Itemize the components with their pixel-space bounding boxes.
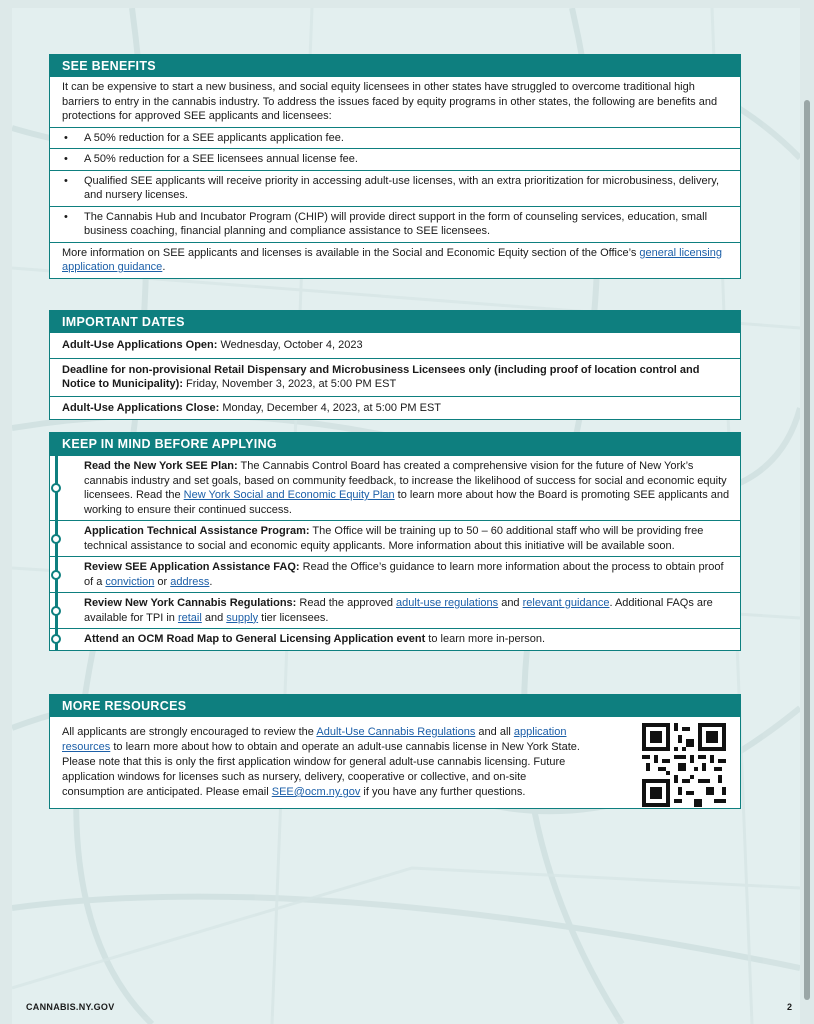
resources-text-3: to learn more about how to obtain and operate an adult-use cannabis license in New York State. Please note that this is only the first application window for general adult-use cannabis licensing. Future application windows for licenses such as nursery, delivery, cooperative or collective, and on-site consumption are anticipated. Please email bbox=[62, 741, 580, 798]
timeline-dot-icon bbox=[51, 570, 61, 580]
road-map-event-item bbox=[50, 628, 740, 650]
supply-link[interactable]: supply bbox=[226, 611, 259, 624]
benefit-item: • The Cannabis Hub and Incubator Program (CHIP) will provide direct support in the form of counseling services, education, small business coaching, financial planning and compliance assistance to SEE licensees. bbox=[50, 206, 740, 242]
road-map-event-title: Attend an OCM Road Map to General Licensing Application event bbox=[84, 633, 426, 645]
faq-text: Read the Office’s guidance to learn more information about the process to obtain proof of a bbox=[84, 561, 724, 588]
date-value: Friday, November 3, 2023, at 5:00 PM EST bbox=[183, 378, 397, 390]
faq-item bbox=[50, 556, 740, 592]
see-plan-title: Read the New York SEE Plan: bbox=[84, 460, 238, 472]
date-label: Adult-Use Applications Close: bbox=[62, 401, 220, 414]
regulations-title: Review New York Cannabis Regulations: bbox=[84, 597, 297, 609]
benefit-item: • A 50% reduction for a SEE licensees annual license fee. bbox=[50, 148, 740, 170]
date-row bbox=[50, 396, 740, 420]
qr-code-icon[interactable] bbox=[642, 723, 726, 807]
more-info-end: . bbox=[162, 261, 166, 273]
date-label: Adult-Use Applications Open: bbox=[62, 339, 218, 351]
timeline-dot-icon bbox=[51, 483, 61, 493]
retail-link[interactable]: retail bbox=[177, 611, 202, 624]
technical-assistance-text: The Office will be training up to 50 – 60 additional staff who will be providing free technical assistance to social and economic equity applicants. More information about this initiative will be available soon. bbox=[84, 525, 704, 552]
see-benefits-header: SEE BENEFITS bbox=[50, 55, 740, 77]
benefit-item: • Qualified SEE applicants will receive priority in accessing adult-use licenses, with an extra prioritization for microbusiness, delivery, and nursery licenses. bbox=[50, 170, 740, 206]
date-row bbox=[50, 358, 740, 396]
timeline-dot-icon bbox=[51, 534, 61, 544]
technical-assistance-title: Application Technical Assistance Program: bbox=[84, 525, 310, 537]
see-plan-item bbox=[50, 455, 740, 520]
footer-website: CANNABIS.NY.GOV bbox=[26, 1002, 115, 1012]
keep-in-mind-header: KEEP IN MIND BEFORE APPLYING bbox=[50, 433, 740, 455]
resources-text-2: and all bbox=[475, 726, 514, 738]
see-plan-text: The Cannabis Control Board has created a comprehensive vision for the future of New York’s cannabis industry and set goals, based on community feedback, to increase the likelihood of success for social and economic equity licensees. Read the bbox=[84, 460, 727, 501]
more-resources-header: MORE RESOURCES bbox=[50, 695, 740, 717]
faq-end: . bbox=[209, 575, 213, 588]
resources-text-4: if you have any further questions. bbox=[360, 786, 526, 798]
email-link[interactable]: SEE@ocm.ny.gov bbox=[271, 786, 361, 798]
benefit-item: • A 50% reduction for a SEE applicants application fee. bbox=[50, 127, 740, 149]
road-map-event-text: to learn more in-person. bbox=[425, 633, 546, 645]
scrollbar[interactable] bbox=[804, 100, 810, 1000]
page-number: 2 bbox=[786, 1002, 792, 1012]
adult-use-regulations-link[interactable]: adult-use regulations bbox=[396, 597, 499, 609]
faq-or: or bbox=[154, 575, 171, 588]
date-value: Wednesday, October 4, 2023 bbox=[217, 339, 363, 351]
regulations-and-2: and bbox=[201, 611, 227, 624]
date-value: Monday, December 4, 2023, at 5:00 PM EST bbox=[219, 401, 442, 414]
important-dates-header: IMPORTANT DATES bbox=[50, 311, 740, 333]
more-resources-section bbox=[49, 694, 741, 809]
important-dates-section bbox=[49, 310, 741, 420]
timeline-dot-icon bbox=[51, 606, 61, 616]
see-benefits-intro: It can be expensive to start a new business, and social equity licensees in other states have struggled to overcome traditional high barriers to entry in the cannabis industry. To address the issues faced by equity programs in other states, the following are benefits and protections for approved SEE applicants and licensees: bbox=[62, 81, 718, 122]
regulations-item bbox=[50, 592, 740, 628]
see-plan-link[interactable]: New York Social and Economic Equity Plan bbox=[183, 489, 395, 501]
faq-title: Review SEE Application Assistance FAQ: bbox=[84, 561, 300, 573]
regulations-text-2: . Additional FAQs are available for TPI in bbox=[84, 597, 713, 624]
resources-text: All applicants are strongly encouraged to review the bbox=[62, 726, 317, 738]
address-link[interactable]: address bbox=[170, 575, 210, 588]
adult-use-cannabis-regulations-link[interactable]: Adult-Use Cannabis Regulations bbox=[316, 726, 476, 738]
timeline-dot-icon bbox=[51, 634, 61, 644]
more-info-text: More information on SEE applicants and licenses is available in the Social and Economic Equity section of the Office’s bbox=[62, 246, 637, 259]
see-benefits-section bbox=[49, 54, 741, 279]
more-resources-body bbox=[50, 717, 740, 808]
relevant-guidance-link[interactable]: relevant guidance bbox=[522, 597, 610, 609]
keep-in-mind-list bbox=[50, 455, 740, 650]
date-row bbox=[50, 333, 740, 358]
regulations-end: tier licensees. bbox=[258, 611, 329, 624]
conviction-link[interactable]: conviction bbox=[105, 575, 155, 588]
application-resources-link[interactable]: application resources bbox=[62, 726, 567, 753]
keep-in-mind-section bbox=[49, 432, 741, 651]
general-licensing-guidance-link[interactable]: general licensing application guidance bbox=[62, 246, 722, 273]
more-info-row bbox=[50, 242, 740, 278]
see-plan-end: to learn more about how the Board is promoting SEE applicants and working to ensure their continued success. bbox=[84, 489, 730, 516]
date-label: Deadline for non-provisional Retail Dispensary and Microbusiness Licensees only (including proof of location control and Notice to Municipality): bbox=[62, 363, 700, 390]
regulations-and: and bbox=[498, 597, 523, 609]
regulations-text: Read the approved bbox=[296, 597, 397, 609]
technical-assistance-item bbox=[50, 520, 740, 556]
